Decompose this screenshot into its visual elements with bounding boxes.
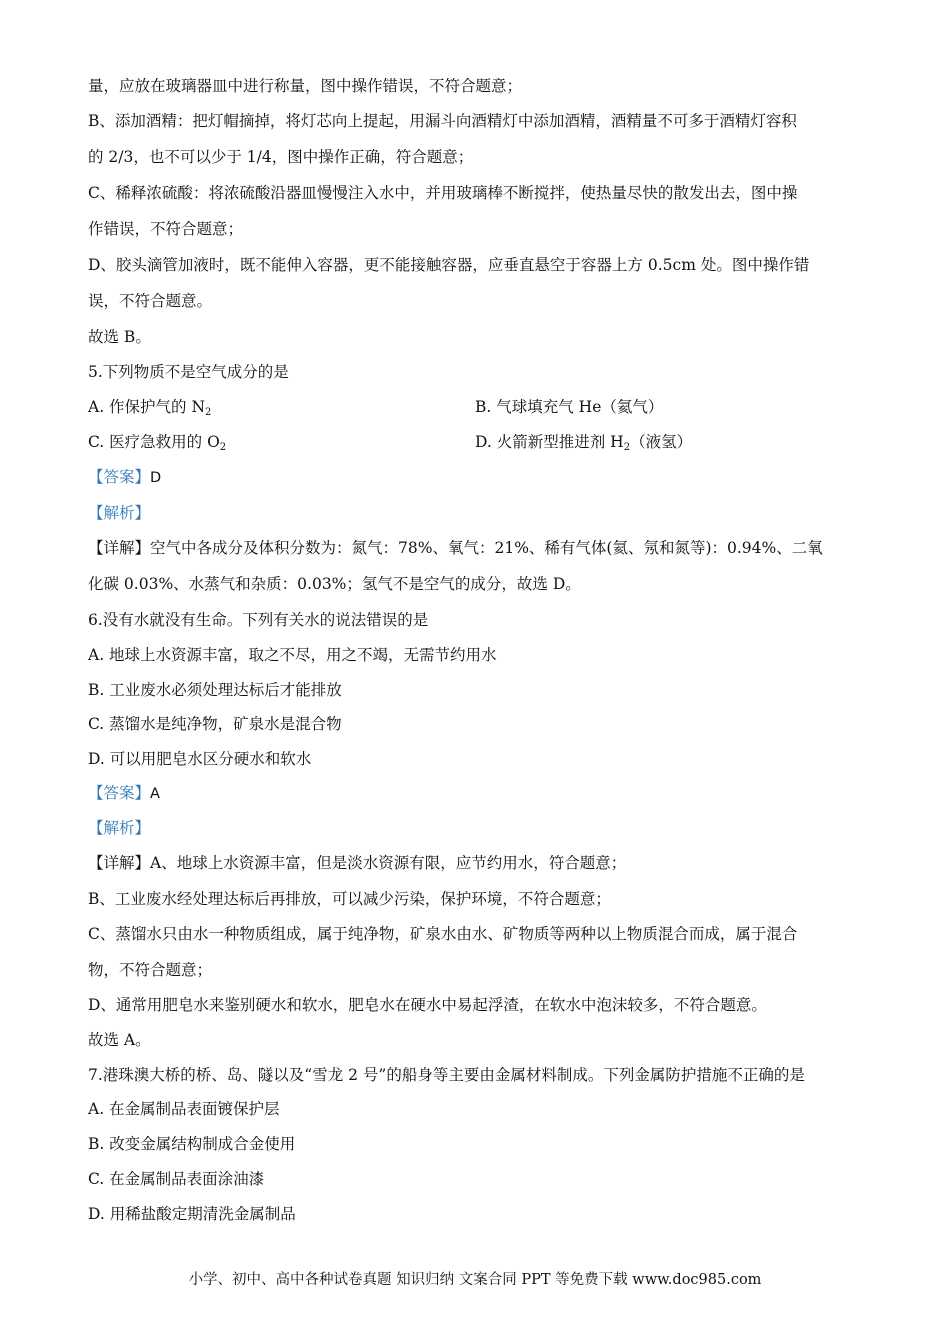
- answer-value: A: [150, 786, 160, 802]
- text-line: D、胶头滴管加液时，既不能伸入容器，更不能接触容器，应垂直悬空于容器上方 0.5cm 处。图中操作错: [88, 256, 810, 274]
- question-7-option-b: B. 改变金属结构制成合金使用: [88, 1135, 296, 1153]
- text-line: 量，应放在玻璃器皿中进行称量，图中操作错误，不符合题意；: [88, 77, 523, 95]
- question-5-option-c: C. 医疗急救用的 $O_2$: [88, 433, 227, 453]
- question-5-option-d: D. 火箭新型推进剂 $H_2$（液氢）: [475, 433, 693, 453]
- text-line: 的 2/3，也不可以少于 1/4，图中操作正确，符合题意；: [88, 148, 474, 166]
- answer-line: [88, 466, 161, 489]
- text-line: C、稀释浓硫酸：将浓硫酸沿器皿慢慢注入水中，并用玻璃棒不断搅拌，使热量尽快的散发出去，图中操: [88, 184, 798, 202]
- answer-tag: 【答案】: [88, 784, 151, 802]
- question-7-option-c: C. 在金属制品表面涂油漆: [88, 1170, 265, 1188]
- question-5: 5.下列物质不是空气成分的是: [88, 363, 289, 381]
- question-5-option-a: A. 作保护气的 $N_2$: [88, 398, 212, 418]
- text-line: 故选 B。: [88, 328, 151, 346]
- explanation-line: 【详解】空气中各成分及体积分数为：氮气：78%、氧气：21%、稀有气体(氦、氖和氮等)：0.94%、二氧: [88, 539, 823, 557]
- analysis-tag: 【解析】: [88, 504, 151, 522]
- page-footer: 小学、初中、高中各种试卷真题 知识归纳 文案合同 PPT 等免费下载 www.doc985.com: [188, 1272, 762, 1288]
- detail-tag: 【详解】: [88, 854, 151, 872]
- explanation-line: B、工业废水经处理达标后再排放，可以减少污染，保护环境，不符合题意；: [88, 890, 611, 908]
- question-6-option-c: C. 蒸馏水是纯净物，矿泉水是混合物: [88, 715, 342, 733]
- analysis-tag: 【解析】: [88, 819, 151, 837]
- question-5-option-b: B. 气球填充气 He（氦气）: [475, 398, 664, 416]
- question-6-option-a: A. 地球上水资源丰富，取之不尽，用之不竭，无需节约用水: [88, 646, 497, 664]
- detail-tag: 【详解】: [88, 539, 151, 557]
- text-line: 误，不符合题意。: [88, 292, 213, 310]
- explanation-line: 故选 A。: [88, 1031, 151, 1049]
- answer-value: D: [150, 470, 162, 486]
- text-line: B、添加酒精：把灯帽摘掉，将灯芯向上提起，用漏斗向酒精灯中添加酒精，酒精量不可多于酒精灯容积: [88, 112, 797, 130]
- question-6-option-b: B. 工业废水必须处理达标后才能排放: [88, 681, 342, 699]
- text-line: 作错误，不符合题意；: [88, 220, 244, 238]
- explanation-line: 化碳 0.03%、水蒸气和杂质：0.03%；氢气不是空气的成分，故选 D。: [88, 575, 581, 593]
- explanation-line: D、通常用肥皂水来鉴别硬水和软水，肥皂水在硬水中易起浮渣，在软水中泡沫较多，不符合题意。: [88, 996, 767, 1014]
- answer-tag: 【答案】: [88, 468, 151, 486]
- question-7: 7.港珠澳大桥的桥、岛、隧以及“雪龙 2 号”的船身等主要由金属材料制成。下列金属防护措施不正确的是: [88, 1066, 805, 1084]
- question-7-option-a: A. 在金属制品表面镀保护层: [88, 1100, 280, 1118]
- explanation-line: 物，不符合题意；: [88, 961, 213, 979]
- explanation-line: C、蒸馏水只由水一种物质组成，属于纯净物，矿泉水由水、矿物质等两种以上物质混合而成，属于混合: [88, 925, 798, 943]
- question-7-option-d: D. 用稀盐酸定期清洗金属制品: [88, 1205, 296, 1223]
- answer-line: [88, 782, 160, 805]
- explanation-line: 【详解】A、地球上水资源丰富，但是淡水资源有限，应节约用水，符合题意；: [88, 854, 627, 872]
- question-6: 6.没有水就没有生命。下列有关水的说法错误的是: [88, 611, 429, 629]
- question-6-option-d: D. 可以用肥皂水区分硬水和软水: [88, 750, 312, 768]
